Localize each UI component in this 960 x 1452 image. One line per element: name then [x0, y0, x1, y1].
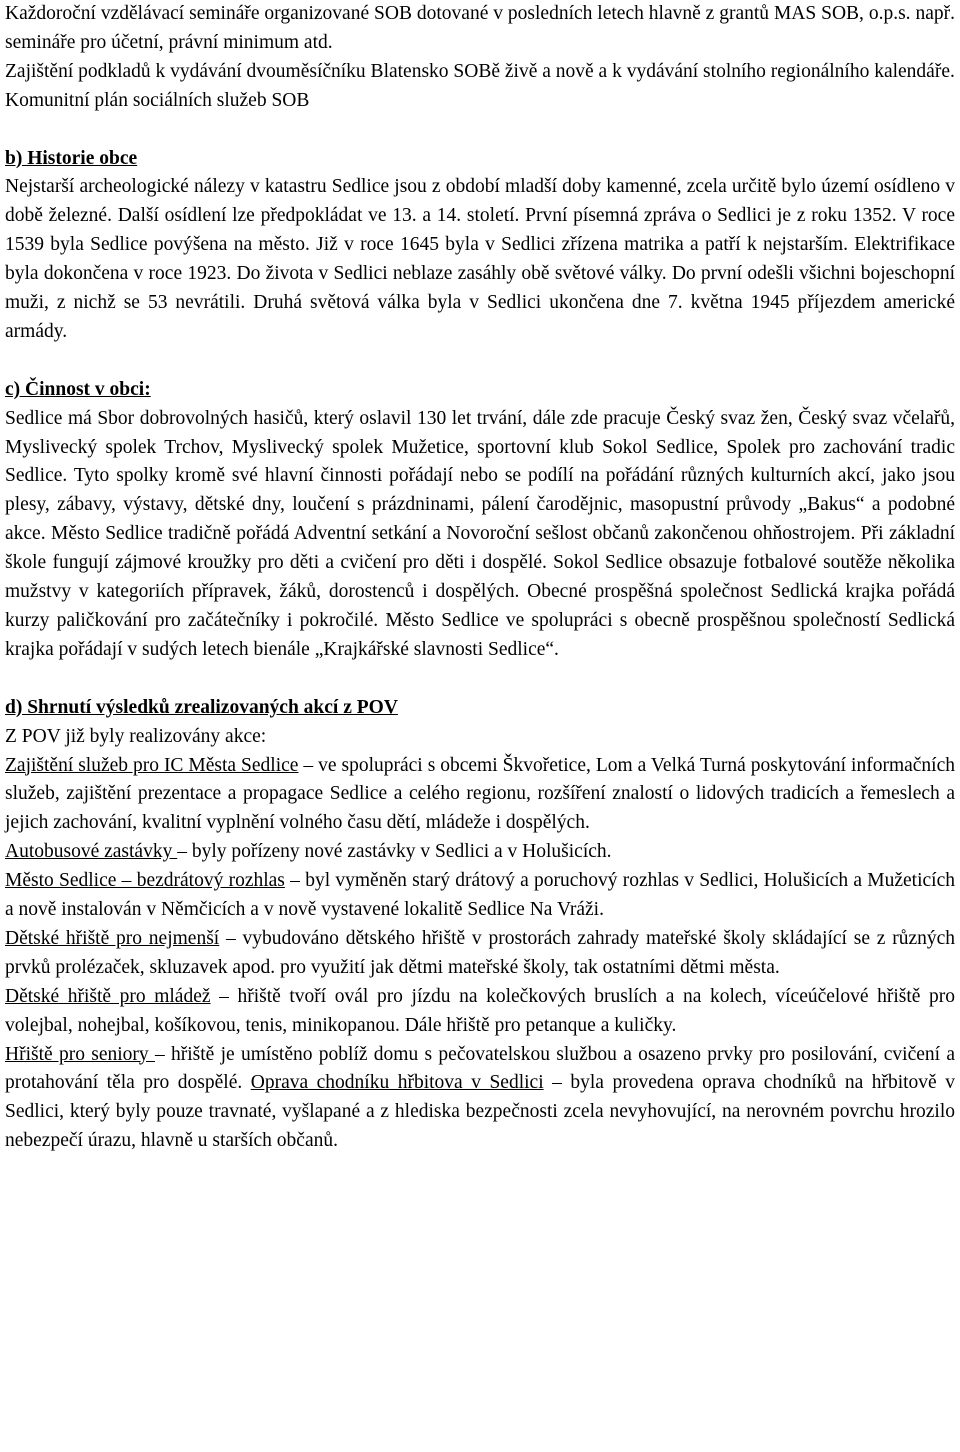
- summary-item-seniors-and-cemetery: [5, 1041, 955, 1157]
- summary-item-playground-small: [5, 925, 955, 983]
- intro-paragraph-publications: Zajištění podkladů k vydávání dvouměsíčníku Blatensko SOBě živě a nově a k vydávání stolního regionálního kalendáře.: [5, 60, 955, 82]
- summary-item-text: – byly pořízeny nové zastávky v Sedlici a v Holušicích.: [177, 841, 612, 863]
- section-heading-summary: d) Shrnutí výsledků zrealizovaných akcí z POV: [5, 696, 398, 718]
- summary-item-title: Dětské hřiště pro mládež: [5, 985, 211, 1007]
- summary-item-text: – hřiště tvoří ovál pro jízdu na kolečkových bruslích a na kolech, víceúčelové hřiště pro volejbal, nohejbal, košíkovou, tenis, minikopanou. Dále hřiště pro petanque a kuličky.: [5, 985, 955, 1036]
- activity-text: Sedlice má Sbor dobrovolných hasičů, který oslavil 130 let trvání, dále zde pracuje Český svaz žen, Český svaz včelařů, Myslivecký spolek Trchov, Myslivecký spolek Mužetice, sportovní klub Sokol Sedlice, Spolek pro zachování tradic Sedlice. Tyto spolky kromě své hlavní činnosti pořádají nebo se podílí na pořádání různých kulturních akcí, jako jsou plesy, zábavy, výstavy, dětské dny, loučení s prázdninami, pálení čarodějnic, masopustní průvody „Bakus“ a podobné akce. Město Sedlice tradičně pořádá Adventní setkání a Novoroční sešlost občanů zakončenou ohňostrojem. Při základní škole fungují zájmové kroužky pro děti a cvičení pro děti i dospělé. Sokol Sedlice obsazuje fotbalové soutěže několika mužstvy v kategoriích přípravek, žáků, dorostenců i dospělých. Obecné prospěšná společnost Sedlická krajka pořádá kurzy paličkování pro začátečníky i pokročilé. Město Sedlice ve spolupráci s obecně prospěšnou společností Sedlická krajka pořádají v sudých letech bienále „Krajkářské slavnosti Sedlice“.: [5, 407, 955, 660]
- intro-paragraph-seminars: Každoroční vzdělávací semináře organizované SOB dotované v posledních letech hlavně z grantů MAS SOB, o.p.s. např. semináře pro účetní, právní minimum atd.: [5, 3, 955, 53]
- summary-item-text: – byl vyměněn starý drátový a poruchový rozhlas v Sedlici, Holušicích a Mužeticích a nově instalován v Němčicích a v nově vystavené lokalitě Sedlice Na Vráži.: [5, 870, 955, 921]
- summary-item-text: – hřiště je umístěno poblíž domu s pečovatelskou službou a osazeno prvky pro posilování, cvičení a protahování těla pro dospělé.: [5, 1043, 955, 1094]
- summary-item-title: Dětské hřiště pro nejmenší: [5, 927, 220, 949]
- summary-item-wireless-radio: [5, 867, 955, 925]
- summary-item-title: Hřiště pro seniory: [5, 1043, 155, 1065]
- document-page: [5, 0, 955, 1156]
- intro-paragraph-community-plan: Komunitní plán sociálních služeb SOB: [5, 89, 310, 111]
- summary-item-bus-stops: [5, 838, 955, 867]
- section-heading-history: b) Historie obce: [5, 147, 138, 169]
- summary-item-playground-youth: [5, 983, 955, 1041]
- spacer: [5, 665, 955, 694]
- summary-item-ic-services: [5, 752, 955, 839]
- summary-item-title: Autobusové zastávky: [5, 841, 178, 863]
- spacer: [5, 347, 955, 376]
- summary-item-text: – byla provedena oprava chodníků na hřbitově v Sedlici, který byly pouze travnaté, vyšlapané a z hlediska bezpečnosti zcela nevyhovující, na nerovném povrchu hrozilo nebezpečí úrazu, hlavně u starších občanů.: [5, 1072, 955, 1152]
- summary-item-text: – ve spolupráci s obcemi Škvořetice, Lom a Velká Turná poskytování informačních služeb, zajištění prezentace a propagace Sedlice a celého regionu, rozšíření znalostí o lidových tradicích a řemeslech a jejich zachování, kvalitní vyplnění volného času dětí, mládeže i dospělých.: [5, 754, 956, 834]
- section-heading-activity: c) Činnost v obci:: [5, 378, 151, 400]
- summary-item-title: Oprava chodníku hřbitova v Sedlici: [250, 1072, 544, 1094]
- spacer: [5, 116, 955, 145]
- summary-item-text: – vybudováno dětského hřiště v prostorách zahrady mateřské školy skládající se z různých prvků prolézaček, skluzavek apod. pro využití jak dětmi mateřské školy, tak ostatními dětmi města.: [5, 927, 955, 978]
- history-text: Nejstarší archeologické nálezy v katastru Sedlice jsou z období mladší doby kamenné, zcela určitě bylo území osídleno v době železné. Další osídlení lze předpokládat ve 13. a 14. století. První písemná zpráva o Sedlici je z roku 1352. V roce 1539 byla Sedlice povýšena na město. Již v roce 1645 byla v Sedlici zřízena matrika a patří k nejstarším. Elektrifikace byla dokončena v roce 1923. Do života v Sedlici neblaze zasáhly obě světové války. Do první odešli všichni bojeschopní muži, z nichž se 53 nevrátili. Druhá světová válka byla v Sedlici ukončena dne 7. května 1945 příjezdem americké armády.: [5, 176, 955, 342]
- summary-item-title: Zajištění služeb pro IC Města Sedlice: [5, 754, 299, 776]
- summary-intro: Z POV již byly realizovány akce:: [5, 725, 267, 747]
- summary-item-title: Město Sedlice – bezdrátový rozhlas: [5, 870, 285, 892]
